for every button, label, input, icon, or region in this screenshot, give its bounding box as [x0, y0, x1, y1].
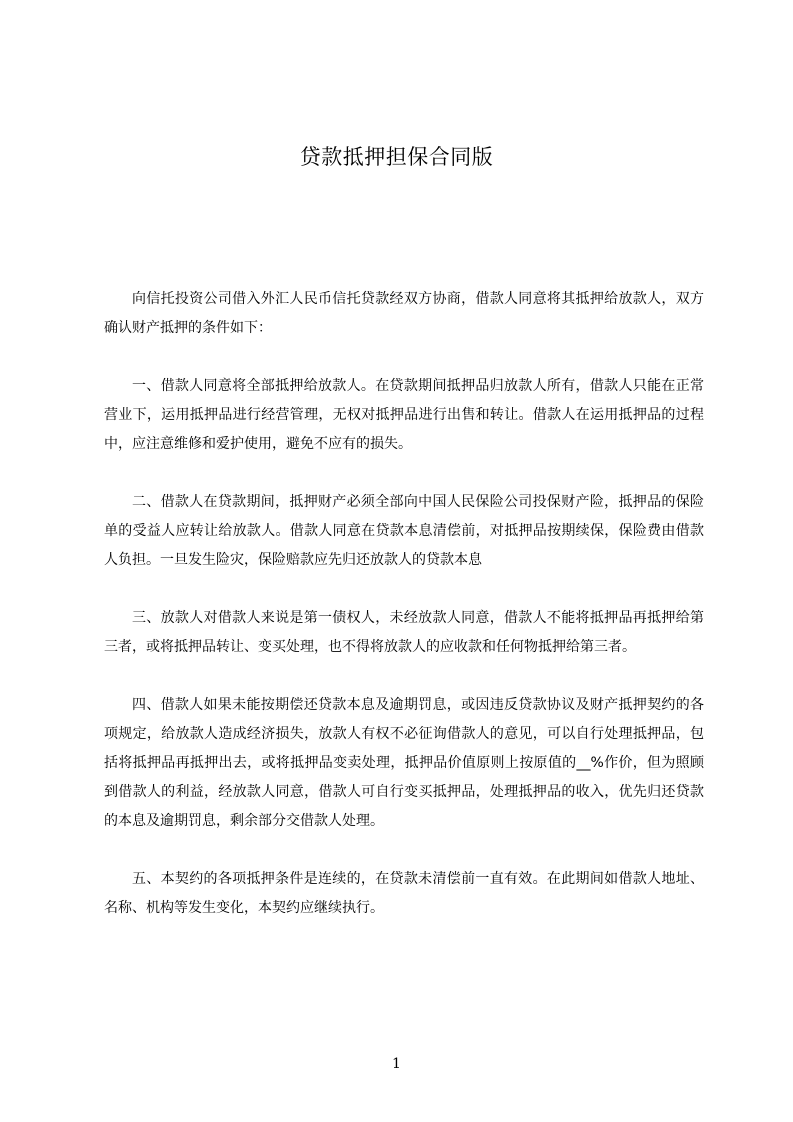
document-title: 贷款抵押担保合同版: [299, 145, 494, 169]
paragraph-clause-1: 一、借款人同意将全部抵押给放款人。在贷款期间抵押品归放款人所有，借款人只能在正常营业下，运用抵押品进行经营管理，无权对抵押品进行出售和转让。借款人在运用抵押品的过程中，应注意维修和爱护使用，避免不应有的损失。: [104, 378, 704, 452]
paragraph-clause-3: 三、放款人对借款人来说是第一债权人，未经放款人同意，借款人不能将抵押品再抵押给第三者，或将抵押品转让、变买处理，也不得将放款人的应收款和任何物抵押给第三者。: [104, 610, 704, 655]
page-number: 1: [392, 1056, 401, 1072]
paragraph-clause-5: 五、本契约的各项抵押条件是连续的，在贷款未清偿前一直有效。在此期间如借款人地址、名称、机构等发生变化，本契约应继续执行。: [104, 871, 704, 916]
paragraph-clause-4: 四、借款人如果未能按期偿还贷款本息及逾期罚息，或因违反贷款协议及财产抵押契约的各项规定，给放款人造成经济损失，放款人有权不必征询借款人的意见，可以自行处理抵押品，包括将抵押品再抵押出去，或将抵押品变卖处理，抵押品价值原则上按原值的__%作价，但为照顾到借款人的利益，经放款人同意，借款人可自行变买抵押品，处理抵押品的收入，优先归还贷款的本息及逾期罚息，剩余部分交借款人处理。: [104, 697, 704, 829]
paragraph-intro: 向信托投资公司借入外汇人民币信托贷款经双方协商，借款人同意将其抵押给放款人，双方确认财产抵押的条件如下：: [104, 291, 704, 336]
paragraph-clause-2: 二、借款人在贷款期间，抵押财产必须全部向中国人民保险公司投保财产险，抵押品的保险单的受益人应转让给放款人。借款人同意在贷款本息清偿前，对抵押品按期续保，保险费由借款人负担。一旦发生险灾，保险赔款应先归还放款人的贷款本息: [104, 494, 704, 568]
document-body: [104, 285, 704, 923]
